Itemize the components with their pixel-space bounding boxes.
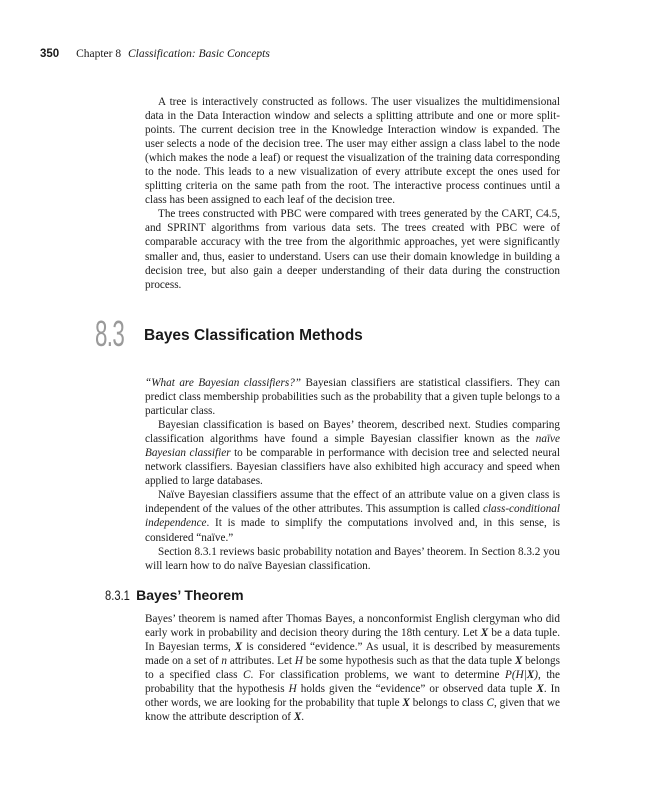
section-title: Bayes Classification Methods: [144, 327, 363, 344]
page-number: 350: [40, 48, 60, 60]
chapter-title: Classification: Basic Concepts: [127, 48, 270, 60]
term-class-conditional: class-conditional independence: [145, 503, 560, 530]
paragraph: Bayes’ theorem is named after Thomas Bayes, a nonconformist English clergyman who did early work in probability and decision theory during the 18th century. Let X be a data tuple. In Bayesian terms, X is considered “evidence.” As usual, it is described by measurements made on a set of n attributes. Let H be some hypothesis such as that the data tuple X belongs to a specified class C. For classification problems, we want to determine P(H|X), the probability that the hypothesis H holds given the “evidence” or observed data tuple X. In other words, we are looking for the probability that tuple X belongs to class C, given that we know the attribute description of X.: [145, 613, 560, 724]
chapter-label: Chapter 8: [76, 48, 122, 60]
term-naive-bayes: naïve Bayesian classifier: [145, 433, 560, 460]
paragraph: “What are Bayesian classifiers?” Bayesian classifiers are statistical classifiers. They can predict class membership probabilities such as the probability that a given tuple belongs to a particular class.: [145, 377, 561, 418]
paragraph: Section 8.3.1 reviews basic probability notation and Bayes’ theorem. In Section 8.3.2 you will learn how to do naïve Bayesian classification.: [145, 545, 560, 572]
paragraph: A tree is interactively constructed as follows. The user visualizes the multidimensional data in the Data Interaction window and selects a splitting attribute and one or more split-points. The current decision tree in the Knowledge Interaction window is expanded. The user selects a node of the decision tree. The user may either assign a class label to the node (which makes the node a leaf) or request the visualization of the training data corresponding to the node. This leads to a new visualization of every attribute except the ones used for splitting criteria on the same path from the root. The interactive process continues until a class has been assigned to each leaf of the decision tree.: [145, 96, 560, 207]
paragraph: Bayesian classification is based on Bayes’ theorem, described next. Studies comparing classification algorithms have found a simple Bayesian classifier known as the naïve Bayesian classifier to be comparable in performance with decision tree and selected neural network classifiers. Bayesian classifiers have also exhibited high accuracy and speed when applied to large databases.: [145, 419, 560, 488]
paragraph: The trees constructed with PBC were compared with trees generated by the CART, C4.5, and SPRINT algorithms from various data sets. The trees created with PBC were of comparable accuracy with the tree from the algorithmic approaches, yet were significantly smaller and, thus, easier to understand. Users can use their domain knowledge in building a decision tree, but also gain a deeper understanding of their data during the construction process.: [145, 208, 560, 291]
section-text: [145, 376, 560, 573]
section-heading: [95, 313, 575, 359]
subsection-heading: [105, 587, 244, 605]
running-header: [40, 48, 270, 60]
intro-text: [145, 95, 560, 292]
paragraph: Naïve Bayesian classifiers assume that the effect of an attribute value on a given class is independent of the values of the other attributes. This assumption is called class-conditional independence. It is made to simplify the computations involved and, in this sense, is considered “naïve.”: [145, 489, 560, 544]
section-number: 8.3: [95, 313, 125, 354]
subsection-number: 8.3.1: [105, 587, 130, 603]
question-text: “What are Bayesian classifiers?”: [145, 377, 302, 389]
subsection-text: [145, 612, 560, 724]
subsection-title: Bayes’ Theorem: [136, 587, 244, 603]
